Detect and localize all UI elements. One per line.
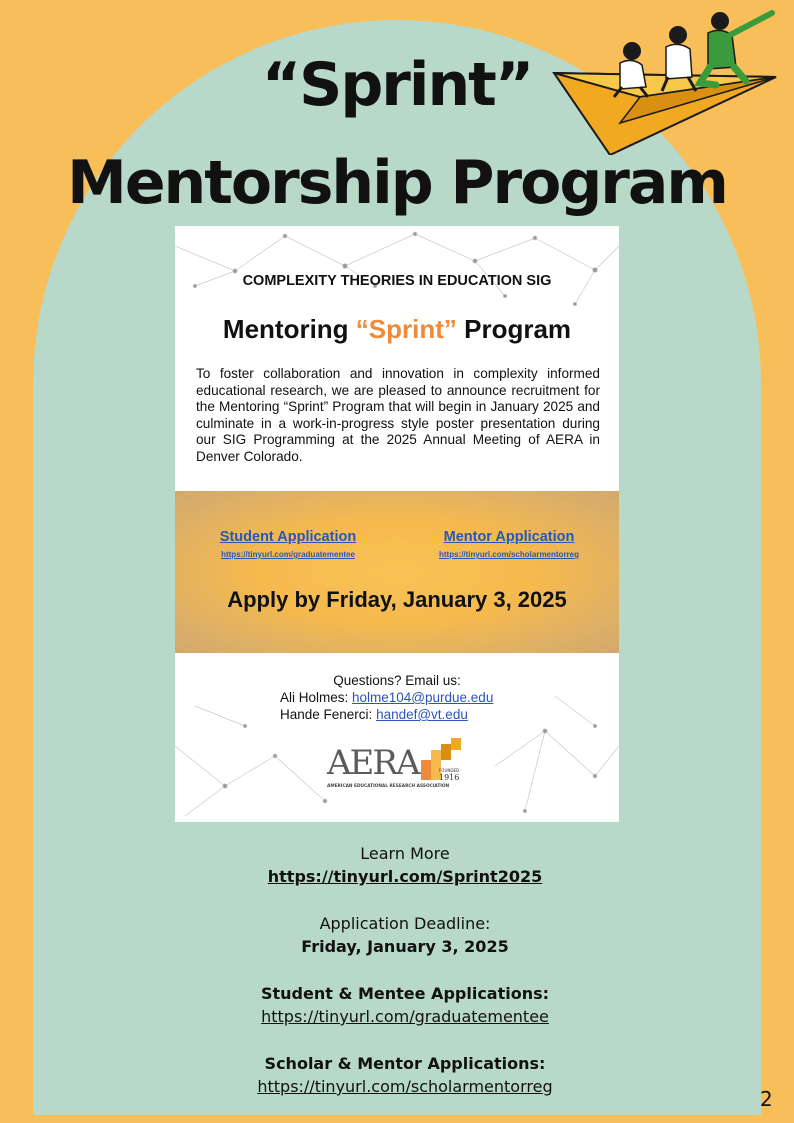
- learn-more-label: Learn More: [360, 844, 450, 863]
- contact-row-1: [175, 689, 619, 706]
- student-applications-link[interactable]: https://tinyurl.com/graduatementee: [261, 1007, 549, 1026]
- contact2-email-link[interactable]: handef@vt.edu: [376, 707, 468, 722]
- deadline-value: Friday, January 3, 2025: [301, 937, 509, 956]
- deadline-label: Application Deadline:: [319, 914, 491, 933]
- program-description: To foster collaboration and innovation in complexity informed educational research, we are pleased to announce recruitment for the Mentoring “Sprint” Program that will begin in January 2025 and culminate in a work-in-progress style poster presentation during our SIG Programming at the 2025 Annual Meeting of AERA in Denver Colorado.: [196, 366, 600, 464]
- program-title-accent: “Sprint”: [355, 314, 457, 344]
- aera-logo: [325, 736, 475, 792]
- page-title-line2: Mentorship Program: [67, 148, 727, 218]
- scholar-applications-label: Scholar & Mentor Applications:: [264, 1054, 546, 1073]
- contact2-name: Hande Fenerci:: [280, 707, 377, 722]
- contact1-email-link[interactable]: holme104@purdue.edu: [352, 690, 494, 705]
- student-application-url[interactable]: https://tinyurl.com/graduatementee: [221, 550, 355, 559]
- paper-plane-with-figures-icon: [550, 5, 782, 155]
- application-band: [175, 491, 619, 653]
- info-section: [0, 842, 794, 1098]
- page-title-line1: “Sprint”: [261, 50, 533, 120]
- aera-founded-label: FOUNDED: [439, 768, 460, 773]
- aera-tagline: AMERICAN EDUCATIONAL RESEARCH ASSOCIATION: [327, 784, 450, 789]
- apply-by-deadline: Apply by Friday, January 3, 2025: [227, 587, 567, 612]
- sig-name: COMPLEXITY THEORIES IN EDUCATION SIG: [242, 273, 552, 289]
- contact-row-2: [175, 706, 619, 723]
- student-applications-label: Student & Mentee Applications:: [260, 984, 550, 1003]
- program-flyer: [175, 226, 619, 822]
- student-application-link[interactable]: Student Application: [219, 529, 357, 545]
- mentor-application-link[interactable]: Mentor Application: [443, 529, 575, 545]
- mentor-application-block: [399, 529, 619, 559]
- student-application-block: [178, 529, 398, 559]
- learn-more-link[interactable]: https://tinyurl.com/Sprint2025: [267, 867, 543, 886]
- aera-year: 1916: [439, 773, 460, 782]
- scholar-applications-link[interactable]: https://tinyurl.com/scholarmentorreg: [257, 1077, 553, 1096]
- program-title-post: Program: [456, 314, 572, 344]
- questions-label: Questions? Email us:: [333, 673, 461, 688]
- contact-block: [175, 672, 619, 723]
- page-number: 2: [760, 1087, 773, 1111]
- program-title: [175, 314, 619, 345]
- contact1-name: Ali Holmes:: [280, 690, 353, 705]
- program-title-pre: Mentoring: [222, 314, 356, 344]
- mentor-application-url[interactable]: https://tinyurl.com/scholarmentorreg: [438, 550, 580, 559]
- aera-logo-text: AERA: [327, 743, 419, 783]
